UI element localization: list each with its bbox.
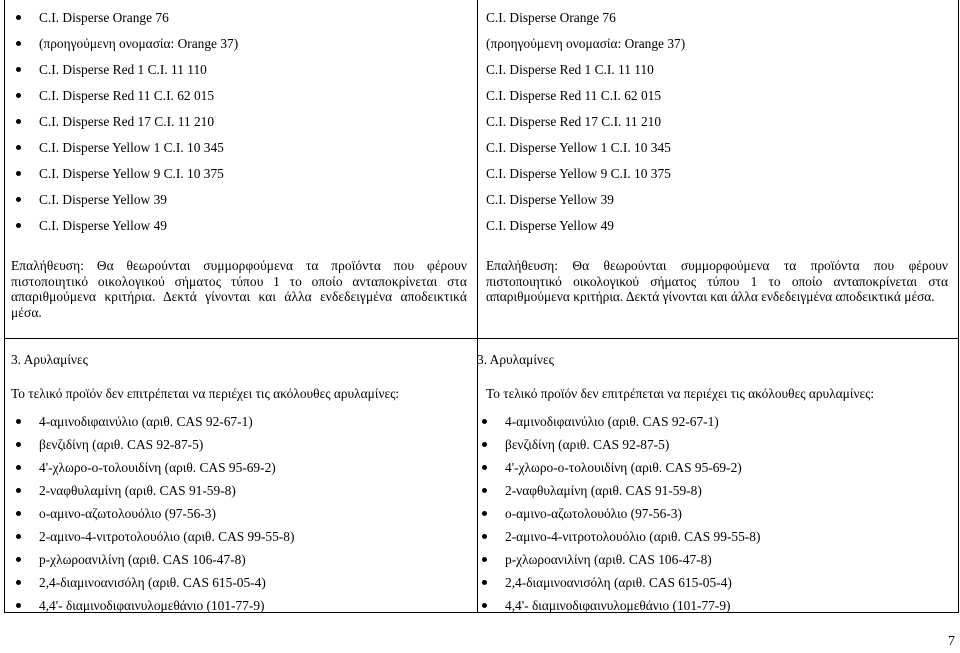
right-verification-text: Επαλήθευση: Θα θεωρούνται συμμορφούμενα τα προϊόντα που φέρουν πιστοποιητικό οικολογικού σήματος τύπου 1 το οποίο ανταποκρίνεται στα απαριθμούμενα κριτήρια. Δεκτά γίνονται και άλλα ενδεδειγμένα αποδεικτικά μέσα.: [486, 258, 948, 305]
list-item: C.I. Disperse Red 11 C.I. 62 015: [11, 88, 467, 114]
section-intro: Το τελικό προϊόν δεν επιτρέπεται να περιέχει τις ακόλουθες αρυλαμίνες:: [486, 386, 875, 401]
section-intro: Το τελικό προϊόν δεν επιτρέπεται να περιέχει τις ακόλουθες αρυλαμίνες:: [11, 386, 400, 401]
list-item: C.I. Disperse Yellow 39: [11, 192, 467, 218]
list-item: C.I. Disperse Yellow 49: [11, 218, 467, 244]
list-item: βενζιδίνη (αριθ. CAS 92-87-5): [11, 437, 467, 460]
list-item: C.I. Disperse Red 11 C.I. 62 015: [486, 88, 662, 103]
right-arylamine-list: [477, 414, 947, 621]
list-item: 4,4'- διαμινοδιφαινυλομεθάνιο (101-77-9): [477, 598, 947, 621]
list-item: C.I. Disperse Orange 76: [486, 10, 616, 25]
row-divider: [5, 338, 958, 339]
list-item: 2-ναφθυλαμίνη (αριθ. CAS 91-59-8): [477, 483, 947, 506]
comparison-table: [4, 0, 959, 613]
list-item: C.I. Disperse Yellow 1 C.I. 10 345: [11, 140, 467, 166]
section-heading: 3. Αρυλαμίνες: [11, 352, 88, 367]
list-item: ο-αμινο-αζωτολουόλιο (97-56-3): [11, 506, 467, 529]
list-item: C.I. Disperse Yellow 49: [486, 218, 614, 233]
list-item: 4,4'- διαμινοδιφαινυλομεθάνιο (101-77-9): [11, 598, 467, 621]
list-item: p-χλωροανιλίνη (αριθ. CAS 106-47-8): [11, 552, 467, 575]
list-item: (προηγούμενη ονομασία: Orange 37): [486, 36, 686, 51]
list-item: C.I. Disperse Yellow 9 C.I. 10 375: [486, 166, 671, 181]
right-arylamine-cell: [477, 414, 947, 621]
list-item: ο-αμινο-αζωτολουόλιο (97-56-3): [477, 506, 947, 529]
list-item: C.I. Disperse Red 17 C.I. 11 210: [11, 114, 467, 140]
left-dye-cell: [11, 10, 467, 244]
list-item: 2-αμινο-4-νιτροτολουόλιο (αριθ. CAS 99-55-8): [477, 529, 947, 552]
list-item: C.I. Disperse Yellow 9 C.I. 10 375: [11, 166, 467, 192]
list-item: p-χλωροανιλίνη (αριθ. CAS 106-47-8): [477, 552, 947, 575]
list-item: C.I. Disperse Red 1 C.I. 11 110: [11, 62, 467, 88]
list-item: 4-αμινοδιφαινύλιο (αριθ. CAS 92-67-1): [477, 414, 947, 437]
list-item: 2,4-διαμινοανισόλη (αριθ. CAS 615-05-4): [11, 575, 467, 598]
list-item: 2-ναφθυλαμίνη (αριθ. CAS 91-59-8): [11, 483, 467, 506]
list-item: 2,4-διαμινοανισόλη (αριθ. CAS 615-05-4): [477, 575, 947, 598]
list-item: C.I. Disperse Orange 76: [11, 10, 467, 36]
list-item: C.I. Disperse Yellow 39: [486, 192, 614, 207]
list-item: 4'-χλωρο-ο-τολουιδίνη (αριθ. CAS 95-69-2): [477, 460, 947, 483]
list-item: C.I. Disperse Yellow 1 C.I. 10 345: [486, 140, 671, 155]
section-heading: 3. Αρυλαμίνες: [477, 352, 554, 367]
list-item: C.I. Disperse Red 17 C.I. 11 210: [486, 114, 662, 129]
left-arylamine-list: [11, 414, 467, 621]
left-dye-list: [11, 10, 467, 244]
list-item: (προηγούμενη ονομασία: Orange 37): [11, 36, 467, 62]
left-verification-text: Επαλήθευση: Θα θεωρούνται συμμορφούμενα τα προϊόντα που φέρουν πιστοποιητικό οικολογικού σήματος τύπου 1 το οποίο ανταποκρίνεται στα απαριθμούμενα κριτήρια. Δεκτά γίνονται και άλλα ενδεδειγμένα αποδεικτικά μέσα.: [11, 258, 467, 320]
list-item: 4-αμινοδιφαινύλιο (αριθ. CAS 92-67-1): [11, 414, 467, 437]
list-item: 4'-χλωρο-ο-τολουιδίνη (αριθ. CAS 95-69-2): [11, 460, 467, 483]
list-item: 2-αμινο-4-νιτροτολουόλιο (αριθ. CAS 99-55-8): [11, 529, 467, 552]
left-arylamine-cell: [11, 414, 467, 621]
list-item: C.I. Disperse Red 1 C.I. 11 110: [486, 62, 654, 77]
list-item: βενζιδίνη (αριθ. CAS 92-87-5): [477, 437, 947, 460]
page-number: 7: [948, 634, 955, 649]
right-dye-cell: [486, 10, 946, 244]
